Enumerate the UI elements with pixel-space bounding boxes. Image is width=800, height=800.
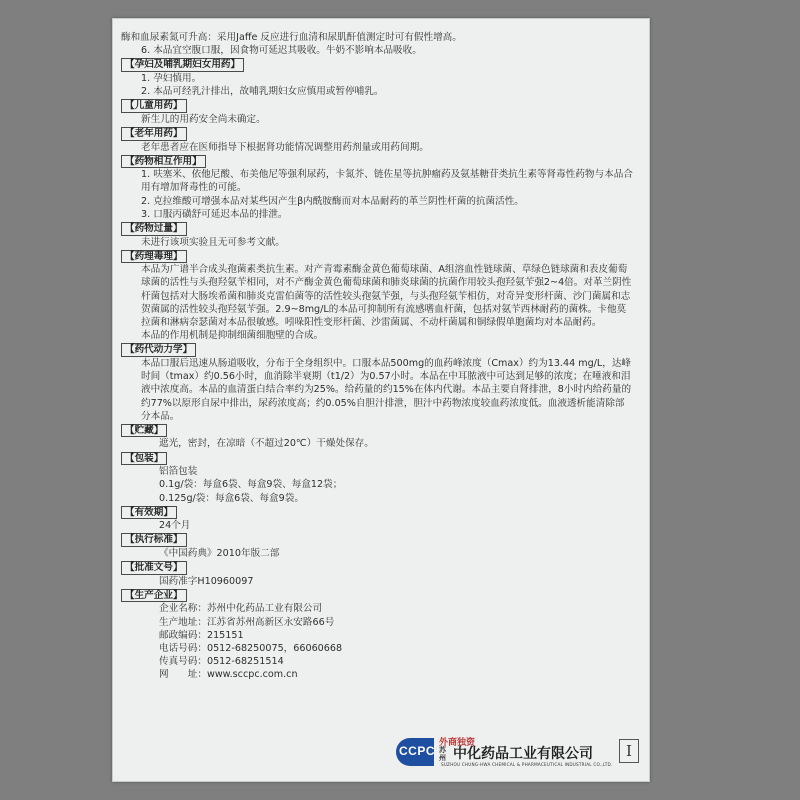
section-package [121,451,633,505]
company-website: 网 址：www.sccpc.com.cn [159,669,298,681]
text-line: 1. 呋塞米、依他尼酸、布美他尼等强利尿药，卡氮芥、链佐星等抗肿瘤药及氨基糖苷类抗生素等肾毒性药物与本品合用有增加肾毒性的可能。 [141,169,633,194]
text-line: 未进行该项实验且无可参考文献。 [141,236,285,248]
section-pregnancy [121,57,633,98]
text-line: 2. 克拉维酸可增强本品对某些因产生β内酰胺酶而对本品耐药的革兰阴性杆菌的抗菌活性。 [141,195,524,207]
section-heading: 【 药理毒理 】 [121,250,187,264]
brand-english-name: SUZHOU CHUNG-HWA CHEMICAL & PHARMACEUTICAL INDUSTRIAL CO.,LTD. [441,762,613,767]
section-heading: 【 执行标准 】 [121,533,187,547]
section-pediatric [121,98,633,126]
company-phone: 电话号码：0512-68250075，66060668 [159,643,343,654]
brand-tagline: 外商独资 [439,738,476,748]
section-heading: 【 药物相互作用 】 [121,155,206,169]
company-fax: 传真号码：0512-68251514 [159,656,284,668]
text-line: 酶和血尿素氮可升高：采用Jaffe 反应进行血清和尿肌酐值测定时可有假性增高。 [121,32,462,43]
text-line: 国药准字H10960097 [159,575,254,587]
company-address: 生产地址：江苏省苏州高新区永安路66号 [159,616,335,628]
leaflet-page [112,18,650,782]
page-number: I [619,739,639,763]
text-line: 0.1g/袋：每盒6袋、每盒9袋、每盒12袋； [159,479,343,491]
text-line: 遮光，密封，在凉暗（不超过20℃）干燥处保存。 [159,438,374,450]
section-validity [121,505,633,533]
text-line: 新生儿的用药安全尚未确定。 [141,113,266,125]
text-line: 本品的作用机制是抑制细菌细胞壁的合成。 [141,330,324,342]
section-overdose [121,221,633,249]
company-postcode: 邮政编码：215151 [159,629,244,641]
text-line: 老年患者应在医师指导下根据肾功能情况调整用药剂量或用药间期。 [141,141,429,153]
section-heading: 【 批准文号 】 [121,561,187,575]
text-line: 1. 孕妇慎用。 [141,72,202,84]
section-interactions [121,154,633,221]
section-pharmacology [121,249,633,343]
section-heading: 【 药代动力学 】 [121,343,196,357]
logo-text: CCPC [399,744,436,758]
section-elderly [121,126,633,154]
section-heading: 【 药物过量 】 [121,222,187,236]
section-standard [121,532,633,560]
text-line: 本品口服后迅速从肠道吸收，分布于全身组织中。口服本品500mg的血药峰浓度（Cmax）约为13.44 mg/L，达峰时间（tmax）约0.56小时，血消除半衰期（t1/2）为0.57小时。本品在中耳脓液中可达到足够的浓度；在唾液和泪液中浓度高。本品的血清蛋白结合率约为25%。给药量的约15%在体内代谢。本品主要自肾排泄，8小时内给药量的约77%以原形自尿中排出，尿药浓度高；约0.05%自胆汁排泄，胆汁中药物浓度较血药浓度低。血液透析能清除部分本品。 [141,357,632,422]
text-line: 6. 本品宜空腹口服，因食物可延迟其吸收。牛奶不影响本品吸收。 [141,45,422,57]
company-name: 企业名称：苏州中化药品工业有限公司 [159,603,323,615]
section-manufacturer [121,588,633,682]
text-line: 2. 本品可经乳汁排出，故哺乳期妇女应慎用或暂停哺乳。 [141,86,384,98]
leaflet-body [121,31,633,682]
section-storage [121,423,633,451]
text-line: 0.125g/袋：每盒6袋、每盒9袋。 [159,492,304,504]
section-heading: 【 孕妇及哺乳期妇女用药 】 [121,58,244,72]
brand-city: 苏州 [439,746,446,762]
section-heading: 【 包装 】 [121,452,167,466]
text-line: 3. 口服丙磺舒可延迟本品的排泄。 [141,208,288,220]
section-heading: 【 儿童用药 】 [121,99,187,113]
brand-name: 中化药品工业有限公司 [453,746,593,762]
section-approval [121,560,633,588]
section-pharmacokinetics [121,342,633,423]
section-heading: 【 老年用药 】 [121,127,187,141]
text-line: 铝箔包装 [159,466,198,478]
text-line: 《中国药典》2010年版二部 [159,547,280,559]
section-heading: 【 贮藏 】 [121,424,167,438]
company-footer [395,735,647,769]
section-heading: 【 生产企业 】 [121,589,187,603]
text-line: 24个月 [159,520,191,532]
section-heading: 【 有效期 】 [121,506,177,520]
text-line: 本品为广谱半合成头孢菌素类抗生素。对产青霉素酶金黄色葡萄球菌、A组溶血性链球菌、草绿色链球菌和表皮葡萄球菌的活性与头孢羟氨苄相同，对不产酶金黄色葡萄球菌和肺炎球菌的抗菌作用较头孢羟氨苄强2~4倍。对革兰阴性杆菌包括对大肠埃希菌和肺炎克雷伯菌等的活性较头孢氨苄强，与头孢羟氨苄相仿，对奇异变形杆菌、沙门菌属和志贺菌属的活性较头孢羟氨苄强。2.9~8mg/L的本品可抑制所有流感嗜血杆菌，包括对氨苄西林耐药的菌株。卡他莫拉菌和淋病奈瑟菌对本品很敏感。吲哚阳性变形杆菌、沙雷菌属、不动杆菌属和铜绿假单胞菌均对本品耐药。 [141,264,632,329]
